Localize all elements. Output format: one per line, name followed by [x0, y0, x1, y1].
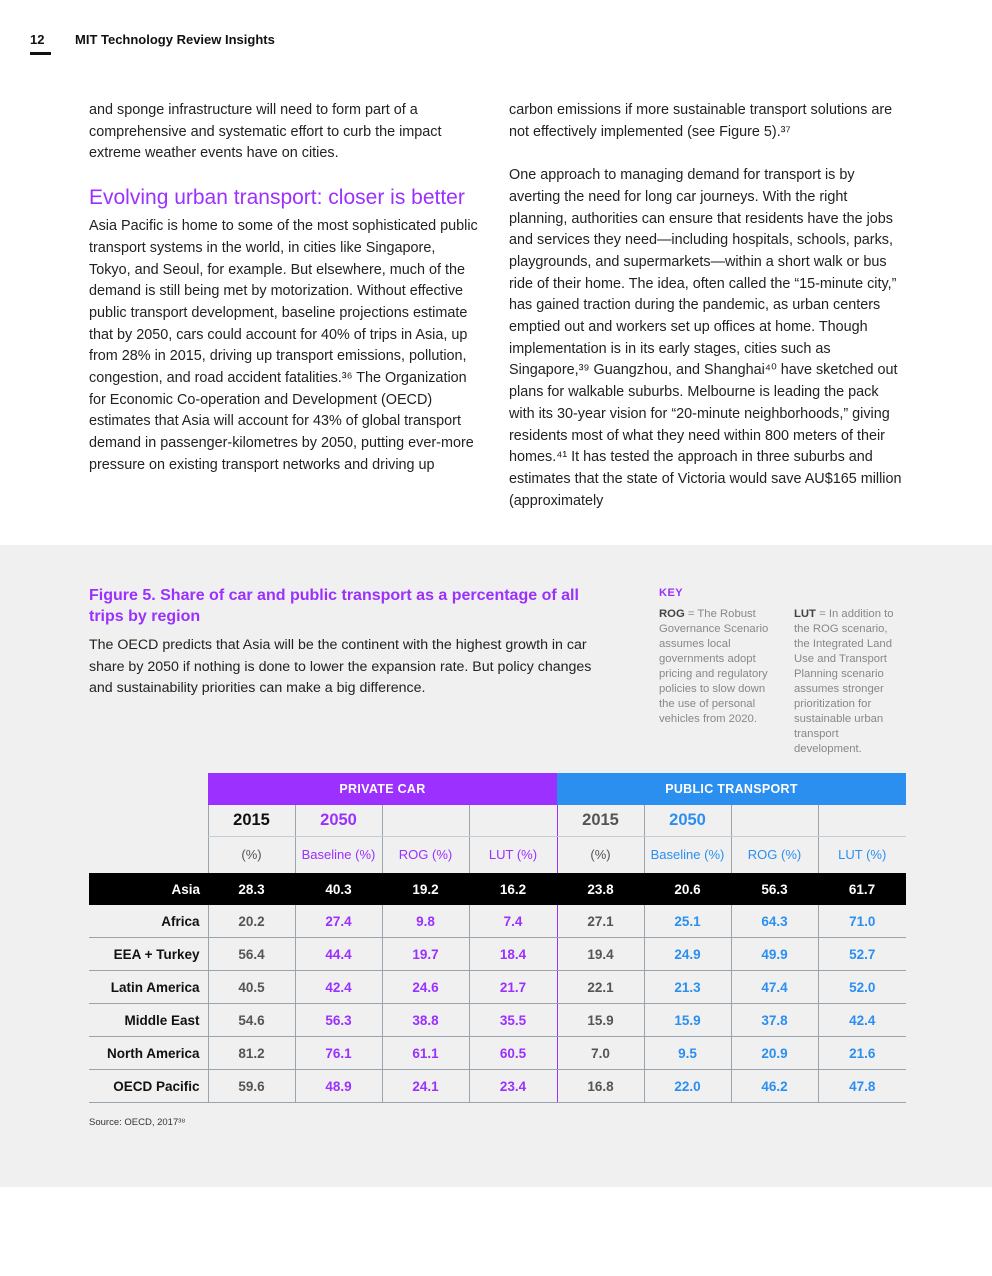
table-cell: 22.0: [644, 1070, 731, 1103]
table-cell: 56.3: [731, 873, 818, 905]
figure-panel: [0, 545, 992, 1187]
table-cell: 35.5: [469, 1004, 557, 1037]
table-cell: 27.1: [557, 905, 644, 938]
subheader-cell: ROG (%): [382, 837, 469, 874]
table-row: [89, 1037, 906, 1070]
table-cell: 37.8: [731, 1004, 818, 1037]
figure-source: Source: OECD, 2017³⁸: [89, 1117, 186, 1128]
table-cell: 19.2: [382, 873, 469, 905]
table-cell: 20.6: [644, 873, 731, 905]
table-cell: 15.9: [644, 1004, 731, 1037]
table-cell: 49.9: [731, 938, 818, 971]
section-heading: Evolving urban transport: closer is better: [89, 186, 465, 210]
table-cell: 54.6: [208, 1004, 295, 1037]
table-cell: 76.1: [295, 1037, 382, 1070]
subheader-cell: (%): [557, 837, 644, 874]
table-cell: 40.3: [295, 873, 382, 905]
key-lut: [794, 607, 906, 757]
figure-description: The OECD predicts that Asia will be the continent with the highest growth in car share by 2050 if nothing is done to lower the expansion rate. But policy changes and sustainability priorities can make a big difference.: [89, 637, 592, 697]
key-rog: [659, 607, 777, 727]
table-cell: 52.7: [818, 938, 906, 971]
table-cell: 64.3: [731, 905, 818, 938]
table-cell: 20.9: [731, 1037, 818, 1070]
table-cell: 23.4: [469, 1070, 557, 1103]
key-label: KEY: [659, 587, 684, 599]
paragraph: carbon emissions if more sustainable transport solutions are not effectively implemented (see Figure 5).³⁷: [509, 102, 893, 140]
year-empty: [731, 805, 818, 837]
row-label: Africa: [89, 905, 208, 938]
table-cell: 9.5: [644, 1037, 731, 1070]
table-cell: 20.2: [208, 905, 295, 938]
key-rog-term: ROG: [659, 608, 685, 620]
year-empty: [818, 805, 906, 837]
publication-name: MIT Technology Review Insights: [75, 32, 275, 47]
row-label: EEA + Turkey: [89, 938, 208, 971]
table-row: [89, 1070, 906, 1103]
subheader-cell: (%): [208, 837, 295, 874]
figure-title: Figure 5. Share of car and public transport as a percentage of all trips by region: [89, 587, 579, 625]
page-number-underline: [30, 52, 51, 55]
paragraph: One approach to managing demand for transport is by averting the need for long car journeys. With the right planning, authorities can ensure that residents have the jobs and services they need—including hospitals, schools, parks, playgrounds, and supermarkets—within a short walk or bus ride of their home. The idea, often called the “15-minute city,” has gained traction during the pandemic, as urban centers emptied out and workers set up offices at home. Though implementation is in its early stages, cities such as Singapore,³⁹ Guangzhou, and Shanghai⁴⁰ have sketched out plans for walkable suburbs. Melbourne is leading the pack with its 30-year vision for “20-minute neighborhoods,” giving residents most of what they need within 800 meters of their homes.⁴¹ It has tested the approach in three suburbs and estimates that the state of Victoria would save AU$165 million (approximately: [509, 167, 902, 509]
year-empty: [469, 805, 557, 837]
text-column-right: [509, 100, 904, 512]
table-cell: 81.2: [208, 1037, 295, 1070]
table-cell: 44.4: [295, 938, 382, 971]
year-2050-public: 2050: [644, 805, 731, 837]
table-cell: 9.8: [382, 905, 469, 938]
table-row-highlight: [89, 873, 906, 905]
table-cell: 61.7: [818, 873, 906, 905]
key-rog-text: = The Robust Governance Scenario assumes local governments adopt pricing and regulatory policies to slow down the use of personal vehicles from 2020.: [659, 608, 769, 725]
subheader-cell: Baseline (%): [644, 837, 731, 874]
table-cell: 19.4: [557, 938, 644, 971]
group-header-row: [89, 773, 906, 805]
table-cell: 28.3: [208, 873, 295, 905]
page-number: 12: [30, 32, 45, 47]
table-cell: 24.9: [644, 938, 731, 971]
group-private-car: PRIVATE CAR: [208, 773, 557, 805]
table-cell: 7.4: [469, 905, 557, 938]
subheader-cell: Baseline (%): [295, 837, 382, 874]
empty-corner: [89, 805, 208, 837]
subheader-cell: LUT (%): [469, 837, 557, 874]
key-lut-text: = In addition to the ROG scenario, the Integrated Land Use and Transport Planning scenario assumes stronger prioritization for sustainable urban transport development.: [794, 608, 894, 755]
table-cell: 24.6: [382, 971, 469, 1004]
table-cell: 47.4: [731, 971, 818, 1004]
table-cell: 47.8: [818, 1070, 906, 1103]
table-cell: 59.6: [208, 1070, 295, 1103]
table-cell: 40.5: [208, 971, 295, 1004]
year-2015-private: 2015: [208, 805, 295, 837]
paragraph: and sponge infrastructure will need to form part of a comprehensive and systematic effort to curb the impact extreme weather events have on cities.: [89, 102, 442, 162]
subheader-cell: ROG (%): [731, 837, 818, 874]
table-cell: 16.2: [469, 873, 557, 905]
table-cell: 27.4: [295, 905, 382, 938]
table-cell: 21.3: [644, 971, 731, 1004]
year-2015-public: 2015: [557, 805, 644, 837]
text-column-left: [89, 100, 479, 477]
subheader-row: [89, 837, 906, 874]
row-label: Middle East: [89, 1004, 208, 1037]
table-cell: 7.0: [557, 1037, 644, 1070]
table-row: [89, 905, 906, 938]
year-empty: [382, 805, 469, 837]
table-cell: 60.5: [469, 1037, 557, 1070]
table-cell: 42.4: [295, 971, 382, 1004]
table-row: [89, 1004, 906, 1037]
table-cell: 15.9: [557, 1004, 644, 1037]
table-cell: 16.8: [557, 1070, 644, 1103]
table-cell: 24.1: [382, 1070, 469, 1103]
table-cell: 42.4: [818, 1004, 906, 1037]
table-cell: 19.7: [382, 938, 469, 971]
data-table: [89, 773, 906, 1103]
table-row: [89, 938, 906, 971]
table-cell: 61.1: [382, 1037, 469, 1070]
table-cell: 38.8: [382, 1004, 469, 1037]
table-cell: 18.4: [469, 938, 557, 971]
year-row: [89, 805, 906, 837]
row-label: Latin America: [89, 971, 208, 1004]
group-public-transport: PUBLIC TRANSPORT: [557, 773, 906, 805]
table-cell: 21.6: [818, 1037, 906, 1070]
table-cell: 46.2: [731, 1070, 818, 1103]
table-cell: 56.3: [295, 1004, 382, 1037]
table-cell: 52.0: [818, 971, 906, 1004]
table-cell: 48.9: [295, 1070, 382, 1103]
table-cell: 22.1: [557, 971, 644, 1004]
table-cell: 71.0: [818, 905, 906, 938]
table-cell: 23.8: [557, 873, 644, 905]
table-row: [89, 971, 906, 1004]
row-label: North America: [89, 1037, 208, 1070]
year-2050-private: 2050: [295, 805, 382, 837]
row-label: Asia: [89, 873, 208, 905]
paragraph: Asia Pacific is home to some of the most sophisticated public transport systems in the world, in cities like Singapore, Tokyo, and Seoul, for example. But elsewhere, much of the demand is still being met by motorization. Without effective public transport development, baseline projections estimate that by 2050, cars could account for 40% of trips in Asia, up from 28% in 2015, driving up transport emissions, pollution, congestion, and road accident fatalities.³⁶ The Organization for Economic Co-operation and Development (OECD) estimates that Asia will account for 43% of global transport demand in passenger-kilometres by 2050, putting ever-more pressure on existing transport networks and driving up: [89, 218, 478, 473]
key-lut-term: LUT: [794, 608, 816, 620]
empty-corner: [89, 837, 208, 874]
table-cell: 25.1: [644, 905, 731, 938]
empty-corner: [89, 773, 208, 805]
subheader-cell: LUT (%): [838, 847, 887, 862]
table-cell: 21.7: [469, 971, 557, 1004]
row-label: OECD Pacific: [89, 1070, 208, 1103]
table-cell: 56.4: [208, 938, 295, 971]
